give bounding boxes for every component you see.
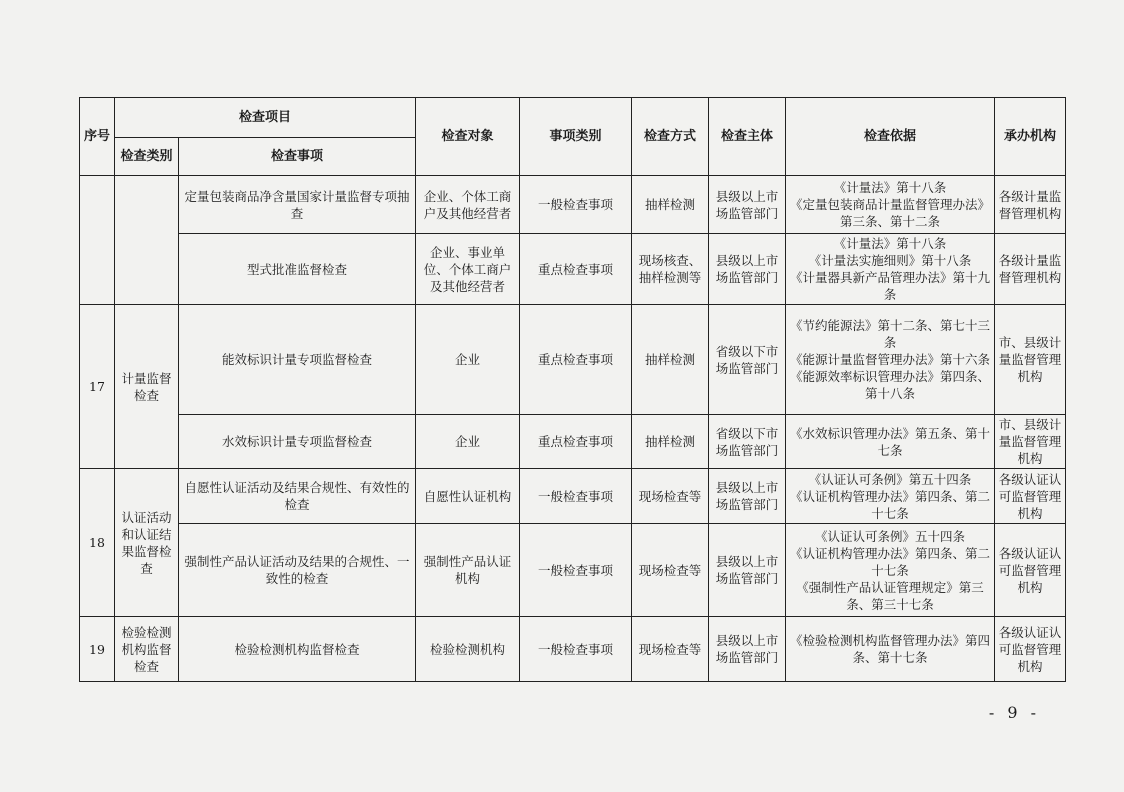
cell-subject: 县级以上市场监管部门: [709, 176, 786, 234]
cell-type: 一般检查事项: [520, 469, 632, 524]
cell-seq: 17: [80, 305, 115, 469]
header-subject: 检查主体: [709, 98, 786, 176]
cell-target: 企业: [416, 415, 520, 469]
cell-agency: 市、县级计量监督管理机构: [995, 415, 1066, 469]
cell-matter: 自愿性认证活动及结果合规性、有效性的检查: [179, 469, 416, 524]
cell-type: 一般检查事项: [520, 176, 632, 234]
cell-agency: 各级认证认可监督管理机构: [995, 524, 1066, 617]
cell-method: 抽样检测: [632, 176, 709, 234]
cell-basis: 《水效标识管理办法》第五条、第十七条: [786, 415, 995, 469]
cell-method: 现场检查等: [632, 617, 709, 682]
cell-category: 认证活动和认证结果监督检查: [115, 469, 179, 617]
cell-category: [115, 176, 179, 305]
table-header: [80, 98, 1066, 176]
cell-method: 现场检查等: [632, 524, 709, 617]
cell-type: 重点检查事项: [520, 234, 632, 305]
cell-matter: 强制性产品认证活动及结果的合规性、一致性的检查: [179, 524, 416, 617]
cell-basis: 《计量法》第十八条 《计量法实施细则》第十八条 《计量器具新产品管理办法》第十九条: [786, 234, 995, 305]
cell-matter: 定量包装商品净含量国家计量监督专项抽查: [179, 176, 416, 234]
inspection-table: [79, 97, 1066, 682]
cell-agency: 各级计量监督管理机构: [995, 234, 1066, 305]
table-row: [80, 176, 1066, 234]
cell-seq: 18: [80, 469, 115, 617]
header-seq: 序号: [80, 98, 115, 176]
cell-method: 现场核查、抽样检测等: [632, 234, 709, 305]
header-basis: 检查依据: [786, 98, 995, 176]
cell-subject: 县级以上市场监管部门: [709, 469, 786, 524]
cell-agency: 各级认证认可监督管理机构: [995, 469, 1066, 524]
cell-type: 一般检查事项: [520, 617, 632, 682]
cell-category: 计量监督检查: [115, 305, 179, 469]
cell-target: 强制性产品认证机构: [416, 524, 520, 617]
cell-method: 抽样检测: [632, 305, 709, 415]
table-row: [80, 305, 1066, 415]
cell-target: 检验检测机构: [416, 617, 520, 682]
header-target: 检查对象: [416, 98, 520, 176]
page-number: - 9 -: [988, 703, 1040, 722]
cell-matter: 检验检测机构监督检查: [179, 617, 416, 682]
cell-basis: 《节约能源法》第十二条、第七十三条 《能源计量监督管理办法》第十六条 《能源效率标识管理办法》第四条、第十八条: [786, 305, 995, 415]
header-type: 事项类别: [520, 98, 632, 176]
table-row: [80, 415, 1066, 469]
cell-agency: 市、县级计量监督管理机构: [995, 305, 1066, 415]
cell-matter: 水效标识计量专项监督检查: [179, 415, 416, 469]
cell-matter: 型式批准监督检查: [179, 234, 416, 305]
cell-matter: 能效标识计量专项监督检查: [179, 305, 416, 415]
header-matter: 检查事项: [179, 138, 416, 176]
cell-subject: 县级以上市场监管部门: [709, 617, 786, 682]
cell-target: 企业: [416, 305, 520, 415]
cell-type: 一般检查事项: [520, 524, 632, 617]
table-row: [80, 469, 1066, 524]
table-row: [80, 234, 1066, 305]
header-agency: 承办机构: [995, 98, 1066, 176]
cell-type: 重点检查事项: [520, 415, 632, 469]
cell-target: 企业、个体工商户及其他经营者: [416, 176, 520, 234]
cell-basis: 《计量法》第十八条 《定量包装商品计量监督管理办法》第三条、第十二条: [786, 176, 995, 234]
cell-basis: 《认证认可条例》第五十四条 《认证机构管理办法》第四条、第二十七条: [786, 469, 995, 524]
cell-seq: [80, 176, 115, 305]
cell-basis: 《认证认可条例》五十四条 《认证机构管理办法》第四条、第二十七条 《强制性产品认证管理规定》第三条、第三十七条: [786, 524, 995, 617]
table-body: [80, 176, 1066, 682]
table-row: [80, 524, 1066, 617]
header-item: 检查项目: [115, 98, 416, 138]
cell-basis: 《检验检测机构监督管理办法》第四条、第十七条: [786, 617, 995, 682]
cell-method: 抽样检测: [632, 415, 709, 469]
cell-subject: 省级以下市场监管部门: [709, 415, 786, 469]
cell-target: 自愿性认证机构: [416, 469, 520, 524]
cell-subject: 省级以下市场监管部门: [709, 305, 786, 415]
cell-agency: 各级认证认可监督管理机构: [995, 617, 1066, 682]
cell-seq: 19: [80, 617, 115, 682]
cell-subject: 县级以上市场监管部门: [709, 524, 786, 617]
cell-type: 重点检查事项: [520, 305, 632, 415]
cell-method: 现场检查等: [632, 469, 709, 524]
header-category: 检查类别: [115, 138, 179, 176]
table-row: [80, 617, 1066, 682]
cell-category: 检验检测机构监督检查: [115, 617, 179, 682]
header-method: 检查方式: [632, 98, 709, 176]
cell-agency: 各级计量监督管理机构: [995, 176, 1066, 234]
cell-target: 企业、事业单位、个体工商户及其他经营者: [416, 234, 520, 305]
cell-subject: 县级以上市场监管部门: [709, 234, 786, 305]
